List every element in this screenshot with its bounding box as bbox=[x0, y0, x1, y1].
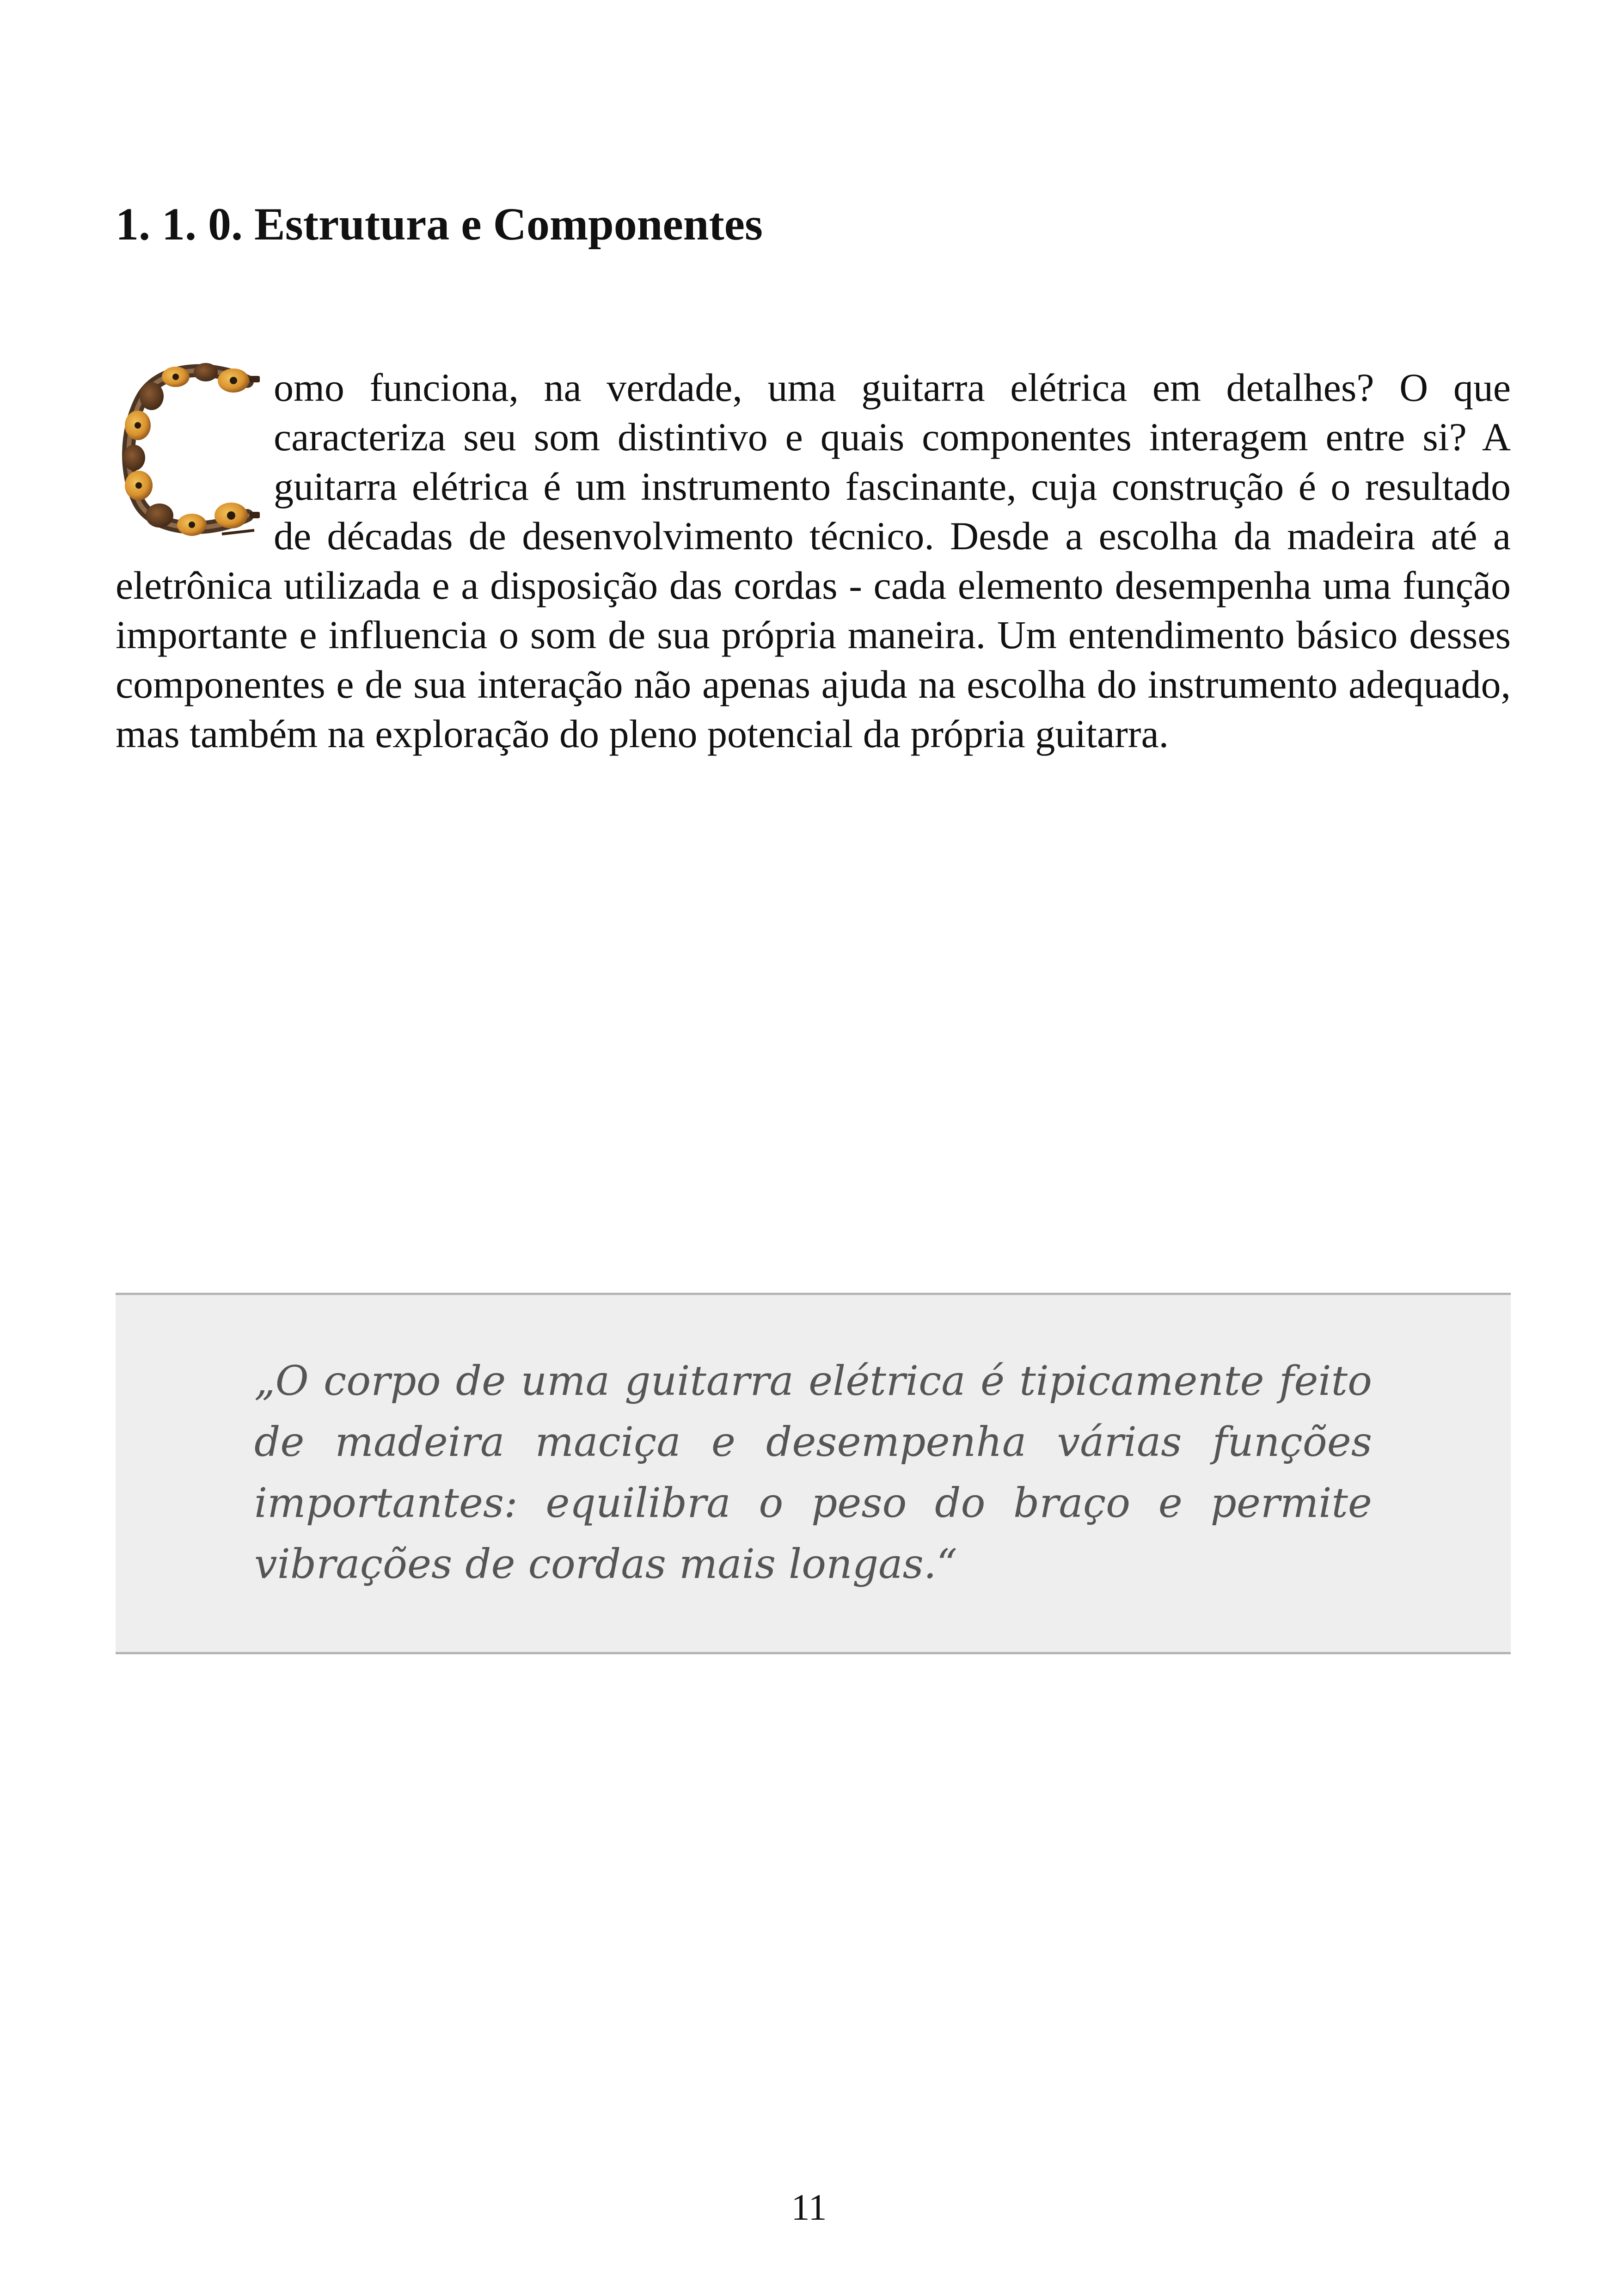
quote-box bbox=[116, 1293, 1511, 1654]
section-heading: 1. 1. 0. Estrutura e Componentes bbox=[116, 198, 763, 250]
dropcap-guitar-letter-c bbox=[116, 363, 264, 538]
guitar-collage-icon bbox=[116, 363, 264, 538]
page-number: 11 bbox=[791, 2187, 827, 2228]
quote-text: „O corpo de uma guitarra elétrica é tipicamente feito de madeira maciça e desempenha várias funções importantes: equilibra o peso do braço e permite vibrações de cordas mais longas.“ bbox=[254, 1357, 1372, 1588]
intro-paragraph-text: omo funciona, na verdade, uma guitarra elétrica em detalhes? O que caracteriza seu som distintivo e quais componentes interagem entre si? A guitarra elétrica é um instrumento fascinante, cuja construção é o resultado de décadas de desenvolvimento técnico. Desde a escolha da madeira até a eletrônica utilizada e a disposição das cordas - cada elemento desempenha uma função importante e influencia o som de sua própria maneira. Um entendimento básico desses componentes e de sua interação não apenas ajuda na escolha do instrumento adequado, mas também na exploração do pleno potencial da própria guitarra. bbox=[116, 365, 1511, 756]
intro-paragraph bbox=[116, 363, 1511, 759]
